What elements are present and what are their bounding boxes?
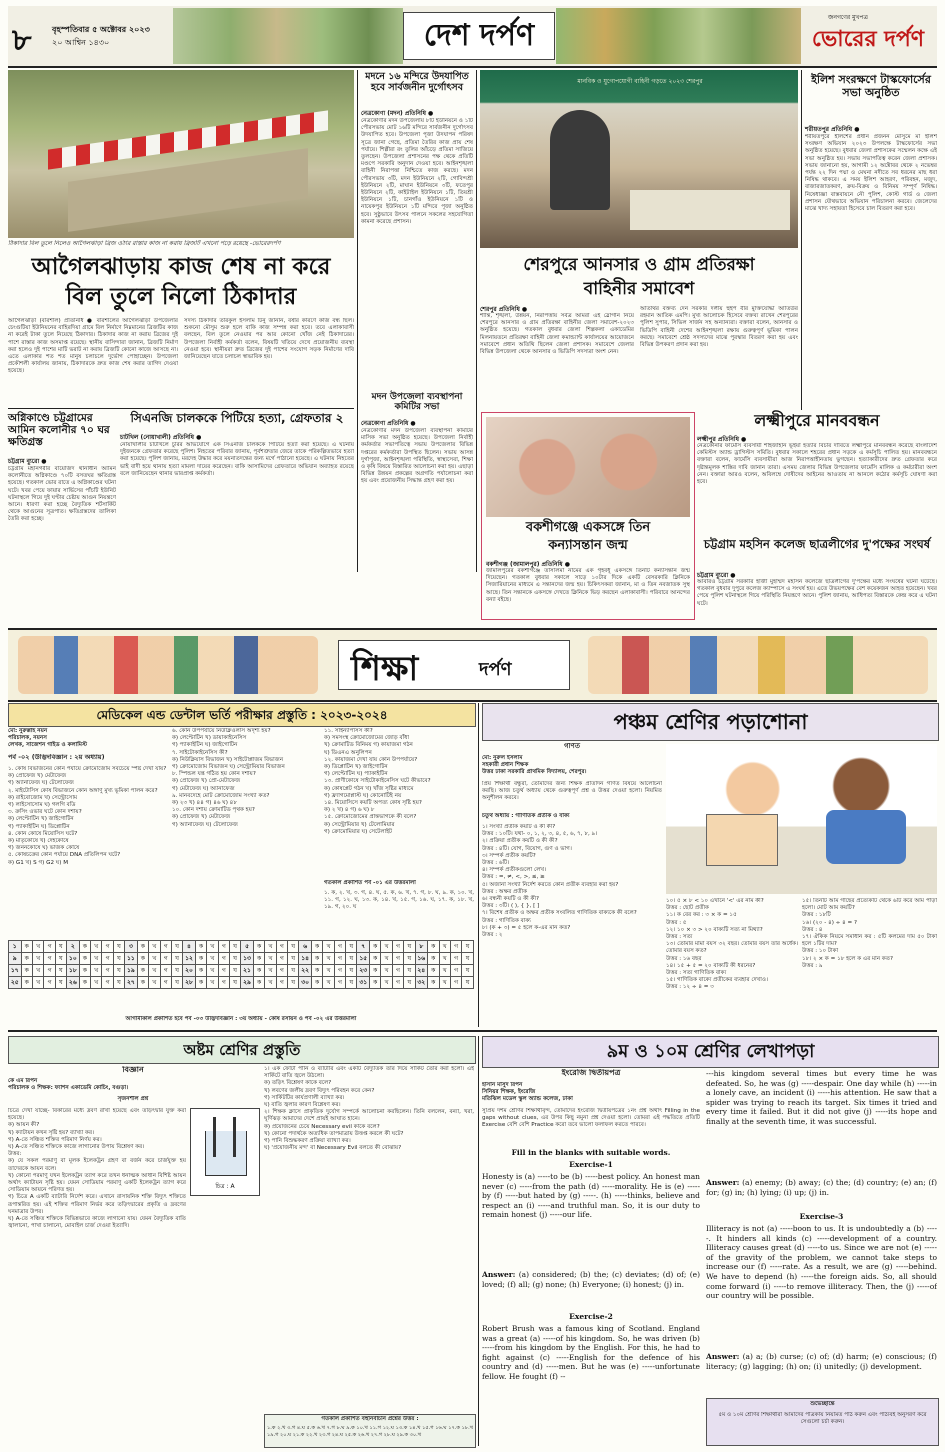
- class8-answer-bar: [264, 1414, 476, 1448]
- class5-qa-col3: ১৫। তিনটি আম গাছের প্রত্যেকটি থেকে ৬টি করে আম পাড়া হলো। মোট আম কয়টি? উত্তর : ১৮টি ১৬। (২০ - ৪) ÷ ৪ = ? উত্তর : ৪ ১৭। ঐকিক নিয়মে সমাধান কর : ৫টি কলমের দাম ৫০ টাকা হলে ১টির দাম? উত্তর : ১০ টাকা ১৮। ২ × ক = ১৮ হলে ক এর মান কত? উত্তর : ৯: [802, 898, 937, 969]
- answer-grid-option: গ: [102, 977, 113, 989]
- answer-grid-option: ঘ: [346, 953, 357, 965]
- answer-grid-option: গ: [334, 953, 345, 965]
- landscape-photo-strip-right: [556, 8, 801, 64]
- answer-grid-option: ঘ: [113, 977, 124, 989]
- ilish-body: শরীয়তপুরে ইলিশের প্রধান প্রজনন মৌসুমে মা ইলিশ সংরক্ষণ অভিযান ২০২৩ উপলক্ষে টাস্কফোর্সের সভা অনুষ্ঠিত হয়েছে। বুধবার জেলা প্রশাসকের সম্মেলন কক্ষে এই সভা অনুষ্ঠিত হয়। সভায় সভাপতিত্ব করেন জেলা প্রশাসক। সভায় জানানো হয়, আগামী ১২ অক্টোবর থেকে ২ নভেম্বর পর্যন্ত ২২ দিন পদ্মা ও মেঘনা নদীতে সব ধরনের মাছ ধরা নিষিদ্ধ থাকবে। এ সময় ইলিশ আহরণ, পরিবহন, মজুদ, বাজারজাতকরণ, ক্রয়-বিক্রয় ও বিনিময় সম্পূর্ণ নিষিদ্ধ। নিষেধাজ্ঞা বাস্তবায়নে নৌ পুলিশ, কোস্ট গার্ড ও জেলা প্রশাসন যৌথভাবে অভিযান পরিচালনা করবে। জেলেদের মাঝে খাদ্য সহায়তা হিসেবে চাল বিতরণ করা হবে।: [805, 134, 937, 213]
- class8-author: কে এম রিপন পরিচালক ও শিক্ষক: ফ্যাশন একাডেমি কোচিং, বগুড়া।: [8, 1078, 129, 1092]
- class8-body-col2: ১। এক ফোঁটা পানি ও ব্যাটারি এবং একটি বৈদ্যুতিক তার দিয়ে সার্কিট তৈরি করা হলো। এই সার্কিটে বাতি জ্বলে উঠলো। ক) তড়িৎ বিশ্লেষণ কাকে বলে? খ) লবণের জলীয় দ্রবণ বিদ্যুৎ পরিবহন করে কেন? গ) সার্কিটটির কার্যপ্রণালী ব্যাখ্যা কর। ঘ) বাতি জ্বলার কারণ বিশ্লেষণ কর। ২। শিক্ষক ক্লাসে প্রাকৃতিক দুর্যোগ সম্পর্কে আলোচনা করছিলেন। তিনি বললেন, বন্যা, খরা, ঘূর্ণিঝড় আমাদের দেশে প্রায়ই আঘাত হানে। ক) প্রয়োজনের চেয়ে Necessary evil কাকে বলে? খ) কোনো পদার্থকে অত্যধিক তাপমাত্রায় উত্তপ্ত করলে কী ঘটে? গ) পানি বিশুদ্ধকরণ প্রক্রিয়া ব্যাখ্যা কর। ঘ) 'প্রয়োজনীয় মন্দ' বা Necessary Evil বলতে কী বোঝায়?: [264, 1066, 474, 1152]
- answer-grid-number: ১: [9, 941, 22, 953]
- answer-grid-option: ক: [79, 977, 90, 989]
- answer-grid-option: ক: [311, 977, 322, 989]
- headline-twins-2: কন্যাসন্তান জন্ম: [548, 538, 628, 553]
- answer-grid-option: খ: [323, 965, 334, 977]
- date-line-2: ২০ আশ্বিন ১৪৩০: [52, 38, 110, 47]
- answer-grid-option: গ: [392, 977, 403, 989]
- medical-answers: ১. ক, ২. খ, ৩. গ, ৪. ঘ, ৫. ক, ৬. খ, ৭. গ, ৮. ঘ, ৯. ক, ১০. খ, ১১. গ, ১২. ঘ, ১৩. ক, ১৪. খ, ১৫. গ, ১৬. ঘ, ১৭. ক, ১৮. খ, ১৯. গ, ২০. ঘ: [324, 890, 474, 911]
- headline-ansar-1: শেরপুরে আনসার ও গ্রাম প্রতিরক্ষা: [523, 255, 755, 275]
- answer-grid-option: ক: [195, 965, 206, 977]
- twins-body: জামালপুরের বকশীগঞ্জে তাসলিমা নামের এক গৃহবধূ একসঙ্গে তিনটি কন্যাসন্তান জন্ম দিয়েছেন। গতকাল বুধবার সকালে সাড়ে ১০টার দিকে একটি বেসরকারি ক্লিনিকে সিজারিয়ানের মাধ্যমে এ সন্তানদের জন্ম হয়। চিকিৎসকরা জানান, মা ও তিন নবজাতক সুস্থ আছে। তিন সন্তানকে একসঙ্গে দেখতে ক্লিনিকে ভিড় করছেন এলাকাবাসী। পরিবারে আনন্দের বন্যা বইছে।: [486, 568, 690, 603]
- medical-questions-col1: ১. কোষ বিভাজনের কোন পর্যায়ে ক্রোমোজোম সবচেয়ে স্পষ্ট দেখা যায়? ক) প্রোফেজ খ) মেটাফেজ গ) অ্যানাফেজ ঘ) টেলোফেজ ২. মাইটোসিস কোষ বিভাজনে কোন অঙ্গাণু মুখ্য ভূমিকা পালন করে? ক) রাইবোজোম খ) সেন্ট্রোসোম গ) লাইসোসোম ঘ) গলগি বডি ৩. ক্রসিং ওভার ঘটে কোন দশায়? ক) লেপ্টোটিন খ) জাইগোটিন গ) প্যাকাইটিন ঘ) ডিপ্লোটিন ৪. কোন কোষে মিয়োসিস ঘটে? ক) মাতৃকোষে খ) দেহকোষে গ) জননকোষে ঘ) ভাজক কোষে ৫. কোষচক্রের কোন পর্যায়ে DNA প্রতিলিপন ঘটে? ক) G1 খ) S গ) G2 ঘ) M: [8, 766, 167, 866]
- answer-grid-option: ক: [137, 977, 148, 989]
- answer-grid-option: খ: [149, 941, 160, 953]
- answer-grid-option: গ: [276, 953, 287, 965]
- ex1-answer: [482, 1270, 700, 1310]
- answer-grid-option: ক: [428, 965, 439, 977]
- class5-author: মো: নুরুল ইসলাম সহকারী প্রধান শিক্ষক উত্তর ঢাকা সরকারি প্রাথমিক বিদ্যালয়, শেরপুর।: [482, 755, 587, 776]
- answer-grid-option: ঘ: [55, 953, 66, 965]
- answer-grid-option: ক: [253, 965, 264, 977]
- answer-grid-number: ৩: [125, 941, 138, 953]
- shiksha-banner: [8, 628, 937, 702]
- answer-grid-option: গ: [392, 965, 403, 977]
- answer-grid-number: ২৯: [241, 977, 254, 989]
- answer-grid-option: ঘ: [55, 977, 66, 989]
- answer-grid-option: গ: [218, 977, 229, 989]
- answer-grid-option: ক: [137, 953, 148, 965]
- beaker-diagram: [190, 1108, 260, 1196]
- answer-grid: [8, 940, 474, 1012]
- answer-grid-number: ৯: [9, 953, 22, 965]
- durga-byline: নেত্রকোণা (মদন) প্রতিনিধি ●: [361, 110, 434, 117]
- ilish-byline: শরীয়তপুর প্রতিনিধি ●: [805, 126, 860, 133]
- answer-grid-option: গ: [276, 965, 287, 977]
- answer-grid-row: [9, 953, 474, 965]
- answer-grid-option: খ: [265, 941, 276, 953]
- bridge-photo: [8, 70, 354, 238]
- answer-grid-option: খ: [207, 941, 218, 953]
- answer-grid-option: ঘ: [113, 965, 124, 977]
- answer-grid-option: ক: [369, 953, 380, 965]
- answer-grid-option: ক: [21, 941, 32, 953]
- ex2-answer-text: (a) enemy; (b) away; (c) the; (d) country; (e) an; (f) for; (g) in; (h) lying; (i) up; (j) in.: [706, 1178, 937, 1197]
- answer-grid-option: খ: [323, 941, 334, 953]
- medical-author: মো: নুরুল্লাহ নয়ন পরিচালক, নয়নস লেখক, সাজেশন গাইড ও কলামিস্ট: [8, 728, 88, 749]
- answer-grid-number: ২৪: [415, 965, 428, 977]
- medical-footer: আগামীকাল প্রকাশিত হবে পর্ব -০৩ উদ্ভিদবিজ্ঞান : ৩য় অধ্যায় - কোষ রসায়ন ও পর্ব -০২ এর উত্তরমালা: [125, 1016, 357, 1022]
- answer-grid-option: খ: [149, 977, 160, 989]
- answer-grid-option: ঘ: [229, 977, 240, 989]
- answer-grid-option: গ: [450, 941, 461, 953]
- answer-grid-option: ঘ: [171, 953, 182, 965]
- answer-grid-option: খ: [323, 953, 334, 965]
- answer-grid-option: খ: [207, 977, 218, 989]
- answer-grid-option: ক: [428, 953, 439, 965]
- class5-intro: প্রিয় শিক্ষার্থী বন্ধুরা, তোমাদের জন্য শিক্ষক প্রতিদিন গণিত বিষয়ে আলোচনা করছি। আজ চতুর্থ অধ্যায় থেকে গুরুত্বপূর্ণ প্রশ্ন ও উত্তর দেওয়া হলো। নিয়মিত অনুশীলন করবে।: [482, 781, 662, 802]
- answer-grid-option: ক: [79, 941, 90, 953]
- answer-grid-option: ক: [253, 953, 264, 965]
- answer-grid-option: গ: [334, 941, 345, 953]
- ex2-answer-label: Answer:: [706, 1178, 740, 1187]
- answer-grid-number: ২২: [299, 965, 312, 977]
- answer-grid-option: ঘ: [462, 977, 474, 989]
- class5-qa-col2: ১০। ৫ × ৮ < ১০ এখানে '<' এর নাম কী? উত্তর : ছোট প্রতীক ১১। ক বের কর : ৩ × ক = ১৫ উত্তর : ৫ ১২। ১০ × ৩ > ২০ বাক্যটি সত্য না মিথ্যা? উত্তর : সত্য ১৩। তোমার মামা বয়স ৩২ বছর। তোমার বয়স তার অর্ধেক। তোমার বয়স কত? উত্তর : ১৬ বছর ১৪। ১৫ + ৫ = ২০ বাক্যটি কী ধরনের? উত্তর : সত্য গাণিতিক বাক্য ১৫। গাণিতিক বাক্যে প্রতীকের ব্যবহার দেখাও। উত্তর : ১২ ÷ ৪ = ৩: [666, 898, 798, 991]
- answer-grid-option: ঘ: [404, 965, 415, 977]
- chattogram-byline: চট্টগ্রাম ব্যুরো ●: [697, 572, 736, 579]
- headline-ansar-2: বাহিনীর সমাবেশ: [583, 279, 695, 299]
- class910-author: হাসান মাসুদ রিপন সিনিয়র শিক্ষক, ইংরেজি মতিঝিল মডেল স্কুল অ্যান্ড কলেজ, ঢাকা: [482, 1082, 573, 1103]
- page-number: ৮: [12, 23, 32, 58]
- answer-grid-option: খ: [32, 977, 43, 989]
- answer-grid-row: [9, 977, 474, 989]
- answer-grid-option: ক: [137, 965, 148, 977]
- class910-footer-text: ৫ম ও ১০ম শ্রেণির শিক্ষার্থীরা আমাদের পত্রিকায় নিয়মিত পাঠ করুন এবং পাঠ্যবই অনুসরণ করে সেগুলো চর্চা করুন।: [718, 1412, 927, 1426]
- answer-grid-number: ২৭: [125, 977, 138, 989]
- answer-grid-option: ক: [21, 977, 32, 989]
- answer-grid-option: ঘ: [171, 941, 182, 953]
- answer-grid-option: খ: [91, 965, 102, 977]
- answer-grid-option: ক: [253, 941, 264, 953]
- answer-grid-option: ঘ: [462, 941, 474, 953]
- answer-grid-option: ঘ: [229, 941, 240, 953]
- class5-qa-col1: ১। সংখ্যা প্রতীক কয়টি ও কী কী? উত্তর : ১০টি। যথা- ০, ১, ২, ৩, ৪, ৫, ৬, ৭, ৮, ৯। ২। প্রক্রিয়া প্রতীক কয়টি ও কী কী? উত্তর : ৪টি। যোগ, বিয়োগ, গুণ ও ভাগ। ৩। সম্পর্ক প্রতীক কয়টি? উত্তর : ৬টি। ৪। সম্পর্ক প্রতীকগুলো লেখ। উত্তর : =, ≠, <, >, ≤, ≥ ৫। অজানা সংখ্যা নির্দেশ করতে কোন প্রতীক ব্যবহার করা হয়? উত্তর : অক্ষর প্রতীক ৬। বন্ধনী কয়টি ও কী কী? উত্তর : ৩টি। ( ), { }, [ ] ৭। বিশেষ প্রতীক ও অক্ষর প্রতীক সংবলিত গাণিতিক বাক্যকে কী বলে? উত্তর : গাণিতিক বাক্য ৮। (ক + ৩) = ৫ হলে ক-এর মান কত? উত্তর : ২: [482, 824, 637, 939]
- answer-grid-option: খ: [381, 953, 392, 965]
- answer-grid-option: খ: [323, 977, 334, 989]
- headline-durga: মদনে ১৬ মন্দিরে উদযাপিত হবে সার্বজনীন দুর্গোৎসব: [365, 71, 469, 93]
- answer-grid-option: ক: [428, 977, 439, 989]
- answer-grid-option: ক: [428, 941, 439, 953]
- answer-grid-option: খ: [265, 953, 276, 965]
- answer-grid-option: খ: [439, 965, 450, 977]
- answer-grid-option: গ: [44, 941, 55, 953]
- answer-grid-number: ১৮: [67, 965, 80, 977]
- figure-label: চিত্র : A: [215, 1183, 235, 1190]
- answer-grid-option: ঘ: [404, 977, 415, 989]
- answer-grid-option: গ: [218, 965, 229, 977]
- answer-grid-option: ক: [137, 941, 148, 953]
- divider: [476, 70, 477, 572]
- ex3-answer-text: (a) a; (b) curse; (c) of; (d) harm; (e) conscious; (f) literacy; (g) lagging; (h) on; (i) unitedly; (j) development.: [706, 1352, 937, 1371]
- answer-grid-option: গ: [392, 953, 403, 965]
- answer-grid-option: ঘ: [346, 977, 357, 989]
- ansar-body-col2: অতিথির বক্তব্য দেন সরকার দলীয় হুইপ বীর মুক্তিযোদ্ধা আতিউর রহমান আতিক এমপি। মুখ্য আলোচক হিসেবে বক্তব্য রাখেন শেরপুরের পুলিশ সুপার, সিভিল সার্জন সহ অন্যান্যরা। বক্তারা বলেন, আনসার ও ভিডিপি বাহিনী দেশের আইনশৃঙ্খলা রক্ষায় গুরুত্বপূর্ণ ভূমিকা পালন করছে। সমাবেশে শ্রেষ্ঠ সদস্যদের মাঝে পুরস্কার বিতরণ করা হয় এবং বিভিন্ন উপকরণ প্রদান করা হয়।: [640, 306, 798, 349]
- answer-grid-row: [9, 965, 474, 977]
- answer-grid-option: গ: [160, 965, 171, 977]
- students-illustration-left: [18, 636, 318, 694]
- answer-grid-option: গ: [392, 941, 403, 953]
- answer-grid-option: গ: [450, 977, 461, 989]
- answer-grid-row: [9, 941, 474, 953]
- answer-grid-option: গ: [218, 941, 229, 953]
- class910-footer-title: শুভেচ্ছান্তে: [810, 1401, 835, 1407]
- class8-header: অষ্টম শ্রেণির প্রস্তুতি: [8, 1036, 476, 1064]
- students-illustration-right: [588, 636, 928, 694]
- class8-answer-line: ১.ক ২.খ ৩.গ ৪.ঘ ৫.ক ৬.খ ৭.গ ৮.ঘ ৯.ক ১০.খ ১১.গ ১২.ঘ ১৩.ক ১৪.খ ১৫.গ ১৬.ঘ ১৭.ক ১৮.খ ১৯.গ ২০.ঘ ২১.ক ২২.খ ২৩.গ ২৪.ঘ ২৫.ক ২৬.খ ২৭.গ ২৮.ঘ ২৯.ক ৩০.খ: [267, 1425, 473, 1438]
- class8-body: চিত্রে দেখা যাচ্ছে- বিকারের মধ্যে দ্রবণ রাখা হয়েছে এবং তড়িৎদ্বার যুক্ত করা হয়েছে। ক) আয়ন কী? খ) ক্যাটায়ন কখন সৃষ্টি হয়? ব্যাখ্যা কর। গ) A-তে সঞ্চিত শক্তির পরিমাণ নির্ণয় কর। ঘ) A-তে সঞ্চিত শক্তিকে কাজে লাগানোর উপায় বিশ্লেষণ কর। উত্তর: ক) যে সকল পরমাণু বা মূলক ইলেকট্রন গ্রহণ বা বর্জন করে চার্জযুক্ত হয় তাদেরকে আয়ন বলে। খ) কোনো পরমাণু যখন ইলেকট্রন ত্যাগ করে তখন ধনাত্মক আধান বিশিষ্ট আয়ন অর্থাৎ ক্যাটায়ন সৃষ্টি হয়। যেমন সোডিয়াম পরমাণু একটি ইলেকট্রন ত্যাগ করে সোডিয়াম আয়নে পরিণত হয়। গ) চিত্রে A একটি ব্যাটারি নির্দেশ করে। এখানে রাসায়নিক শক্তি বিদ্যুৎ শক্তিতে রূপান্তরিত হয়। এই শক্তির পরিমাণ নির্ভর করে তড়িৎদ্বারের প্রকৃতি ও দ্রবণের ঘনমাত্রার উপর। ঘ) A-তে সঞ্চিত শক্তিকে বিভিন্নভাবে কাজে লাগানো যায়। যেমন বৈদ্যুতিক বাতি জ্বালানো, পাখা চালানো, মোবাইল চার্জ দেওয়া ইত্যাদি।: [8, 1108, 186, 1230]
- answer-grid-option: ক: [369, 965, 380, 977]
- divider: [478, 1036, 479, 1446]
- twins-box: [481, 412, 695, 620]
- ex3-text: Illiteracy is not (a) -----boon to us. It is undoubtedly a (b) -----. It hinders all kinds (c) -----development of a country. Illiteracy causes great (d) -----to us. Since we are not (e) -----of the gravity of the problem, we cannot take steps to increase our (f) -----rate. As a result, we are (g) -----behind. We have to depend (h) -----the foreign aids. So, all should come forward (i) -----to remove illiteracy. Then, the (j) -----of our country will be possible.: [706, 1224, 937, 1301]
- ex3-answer: [706, 1352, 937, 1394]
- class8-subject: বিজ্ঞান: [122, 1066, 144, 1074]
- twins-photo: [486, 417, 690, 517]
- divider: [8, 1030, 937, 1032]
- answer-grid-option: খ: [439, 953, 450, 965]
- answer-grid-number: ৪: [183, 941, 196, 953]
- headline-cng: সিএনজি চালককে পিটিয়ে হত্যা, গ্রেফতার ২: [130, 411, 344, 425]
- answer-grid-number: ১৪: [299, 953, 312, 965]
- shiksha-title-small: দর্পণ: [479, 659, 512, 680]
- date-line-1: বৃহস্পতিবার ৫ অক্টোবর ২০২৩: [52, 25, 150, 34]
- headline-agailjhara-2: বিল তুলে নিলো ঠিকাদার: [65, 284, 297, 310]
- answer-grid-number: ১১: [125, 953, 138, 965]
- ansar-banner: মানবিক ও যুগোপযোগী বাহিনী গড়তে ২০২৩ শেরপুর: [577, 78, 703, 85]
- medical-header: মেডিকেল এন্ড ডেন্টাল ভর্তি পরীক্ষার প্রস্তুতি : ২০২৩-২০২৪: [8, 703, 476, 727]
- answer-grid-option: ঘ: [229, 965, 240, 977]
- answer-grid-number: ২০: [183, 965, 196, 977]
- answer-grid-option: ঘ: [288, 953, 299, 965]
- answer-grid-option: খ: [207, 965, 218, 977]
- ex2-text: Robert Brush was a famous king of Scotland. England was a great (a) -----of his kingdom. So, he was driven (b) -----from his kingdom by the English. For this, he had to fight against (c) -----English for the defence of his country and (d) -----men. But he was (e) -----unfortunate fellow. He fought (f) --: [482, 1324, 700, 1381]
- answer-grid-option: খ: [91, 941, 102, 953]
- answer-grid-option: ঘ: [113, 941, 124, 953]
- answer-grid-number: ৮: [415, 941, 428, 953]
- lakshmipur-byline: লক্ষ্মীপুর প্রতিনিধি ●: [697, 436, 747, 443]
- class5-header: পঞ্চম শ্রেণির পড়াশোনা: [482, 703, 939, 741]
- ex3-title: Exercise-3: [799, 1212, 844, 1221]
- answer-grid-option: ক: [21, 965, 32, 977]
- class910-header: ৯ম ও ১০ম শ্রেণির লেখাপড়া: [482, 1036, 939, 1068]
- ex1-answer-label: Answer:: [482, 1270, 516, 1279]
- ansar-body-col1: শান্তি, শৃঙ্খলা, উন্নয়ন, নিরাপত্তায় সর্বত্র আমরা এই স্লোগান নিয়ে শেরপুরে আনসার ও গ্রাম প্রতিরক্ষা বাহিনীর জেলা সমাবেশ-২০২৩ অনুষ্ঠিত হয়েছে। গতকাল বুধবার জেলা শিল্পকলা একাডেমির মিলনায়তনে প্রতিরক্ষা বাহিনী জেলা কমান্ড্যান্ট কার্যালয়ের আয়োজনে সমাবেশে প্রধান অতিথি ছিলেন জেলা প্রশাসক। সমাবেশে জেলার বিভিন্ন উপজেলা থেকে আনসার ও ভিডিপি সদস্যরা অংশ নেন।: [480, 313, 634, 356]
- answer-grid-option: গ: [160, 977, 171, 989]
- answer-grid-option: ঘ: [229, 953, 240, 965]
- answer-grid-option: গ: [334, 965, 345, 977]
- class910-intro: সুপ্রিয় দশম শ্রেণির শিক্ষার্থীবৃন্দ, তোমাদের ইংরেজি দ্বিতীয়পত্রের ১নং প্রশ্ন অর্থাৎ Filling in the gaps without clues, এর উপর কিছু নমুনা প্রশ্ন দেওয়া হলো। তোমরা এই পদ্ধতিতে প্রতিটি Exercise বেশি বেশি Practice করো তবে ভালো ফলাফল করতে পারবে।: [482, 1108, 700, 1129]
- answer-grid-option: ক: [253, 977, 264, 989]
- answer-grid-option: ঘ: [55, 965, 66, 977]
- answer-grid-option: ঘ: [171, 965, 182, 977]
- durga-body: নেত্রকোণার মদন উপজেলায় ৮টি ইউনিয়নে ও ১টি পৌরসভায় মোট ১৬টি মন্দিরে সার্বজনীন দুর্গোৎসব উদযাপিত হবে। উপজেলা পূজা উদযাপন পরিষদ সূত্রে জানা গেছে, প্রতিমা তৈরির কাজ প্রায় শেষ পর্যায়ে। শিল্পীরা রং তুলির আঁচড়ে প্রতিমা সাজিয়ে তুলছেন। উপজেলা প্রশাসনের পক্ষ থেকে প্রতিটি মণ্ডপে সরকারি অনুদান দেওয়া হবে। আইনশৃঙ্খলা বাহিনী নিরাপত্তা নিশ্চিতে কাজ করছে। মদন পৌরসভায় ৩টি, মদন ইউনিয়নে ২টি, গোবিন্দশ্রী ইউনিয়নে ২টি, মাঘান ইউনিয়নে ৩টি, ফতেপুর ইউনিয়নে ২টি, কাইটাইল ইউনিয়নে ১টি, তিয়শ্রী ইউনিয়নে ১টি, চানগাঁও ইউনিয়নে ১টি ও নায়েকপুর ইউনিয়নে ১টি মন্দিরে পূজা অনুষ্ঠিত হবে। সুষ্ঠুভাবে উৎসব পালনে সকলের সহযোগিতা কামনা করেছে প্রশাসন।: [361, 118, 473, 225]
- answer-grid-number: ৩০: [299, 977, 312, 989]
- answer-grid-option: খ: [91, 977, 102, 989]
- answer-grid-number: ২৫: [9, 977, 22, 989]
- medical-answer-title: গতকাল প্রকাশিত পর্ব -০১ এর উত্তরমালা: [324, 880, 416, 886]
- answer-grid-option: ক: [369, 941, 380, 953]
- answer-grid-number: ১৬: [415, 953, 428, 965]
- lakshmipur-body: নেত্রকোনার ফার্মেসি ব্যবসায়ী শাহজাহান ভূঁইয়া হত্যার বিচার দাবিতে লক্ষ্মীপুরে মানববন্ধন করেছে বাংলাদেশ কেমিস্টস অ্যান্ড ড্রাগিস্টস সমিতি। বুধবার সকালে শহরের প্রধান সড়কে এ কর্মসূচি পালিত হয়। মানববন্ধনে বক্তারা বলেন, ফার্মেসি ব্যবসায়ীরা আজ নিরাপত্তাহীনতায় ভুগছেন। হত্যাকারীদের দ্রুত গ্রেফতার করে দৃষ্টান্তমূলক শাস্তির দাবি জানান তারা। এসময় জেলার বিভিন্ন উপজেলার ফার্মেসি মালিক ও কর্মচারীরা অংশ নেন। বক্তারা আরও বলেন, অবিলম্বে দোষীদের আইনের আওতায় না আনলে কঠোর কর্মসূচি ঘোষণা করা হবে।: [697, 443, 937, 486]
- answer-grid-option: ক: [21, 953, 32, 965]
- answer-grid-option: ক: [79, 953, 90, 965]
- answer-grid-option: খ: [439, 977, 450, 989]
- answer-grid-option: গ: [102, 941, 113, 953]
- headline-twins-1: বকশীগঞ্জে একসঙ্গে তিন: [525, 520, 651, 535]
- answer-grid-option: খ: [381, 977, 392, 989]
- answer-grid-option: খ: [149, 965, 160, 977]
- answer-grid-number: ৩২: [415, 977, 428, 989]
- photo-caption: ঠিকাদার বিল তুলে নিলেও আগৈলঝাড়া ব্রিজ ওঠার রাস্তার কাজ না করায় ব্রিজটি এখনো পড়ে রয়েছে -ভোরেরদর্পণ: [8, 240, 281, 247]
- answer-grid-number: ২৮: [183, 977, 196, 989]
- answer-grid-option: গ: [450, 953, 461, 965]
- answer-grid-option: গ: [102, 953, 113, 965]
- class8-answer-title: গতকাল প্রকাশিত বহুনির্বাচনি প্রশ্নের উত্তর :: [321, 1416, 419, 1422]
- headline-lakshmipur: লক্ষ্মীপুরে মানববন্ধন: [754, 411, 880, 430]
- reading-kids-illustration: [666, 744, 937, 894]
- answer-grid-option: খ: [32, 965, 43, 977]
- class910-instruction: Fill in the blanks with suitable words.: [511, 1148, 671, 1157]
- answer-grid-option: খ: [207, 953, 218, 965]
- answer-grid-option: ঘ: [404, 941, 415, 953]
- answer-grid-option: গ: [44, 953, 55, 965]
- ex1-title: Exercise-1: [569, 1160, 613, 1169]
- fire-body: চট্টগ্রাম মহানগরীর বায়েজিদ থানাধীন আমিন কলোনীতে অগ্নিকাণ্ডে ৭০টি বসতঘর ক্ষতিগ্রস্ত হয়েছে। গতকাল ভোর রাতে এ অগ্নিকাণ্ডের ঘটনা ঘটে। খবর পেয়ে ফায়ার সার্ভিসের পাঁচটি ইউনিট ঘটনাস্থলে গিয়ে দুই ঘণ্টার চেষ্টায় আগুন নিয়ন্ত্রণে আনে। ধারণা করা হচ্ছে বৈদ্যুতিক শর্টসার্কিট থেকে আগুনের সূত্রপাত। ক্ষতিগ্রস্তদের তালিকা তৈরি করা হচ্ছে।: [8, 466, 116, 523]
- class8-qtype: সৃজনশীল প্রশ্ন: [117, 1096, 149, 1102]
- headline-fire: অগ্নিকাণ্ডে চট্টগ্রামের আমিন কলোনীর ৭০ ঘর ক্ষতিগ্রস্ত: [8, 412, 110, 449]
- answer-grid-number: ২৬: [67, 977, 80, 989]
- ex2-continued: ---his kingdom several times but every time he was defeated. So, he was (g) -----despair. One day while (h) -----in a lonely cave, an incident (i) -----his attention. He saw that a spider was trying to reach its target. Six times it tried and every time it failed. But it did not give (j) -----its hope and finally at the seventh time, it was successful.: [706, 1069, 937, 1126]
- answer-grid-option: গ: [334, 977, 345, 989]
- divider: [357, 70, 358, 572]
- brand-logo: ভোরের দর্পণ: [811, 27, 925, 52]
- headline-agailjhara-1: আগৈলঝাড়ায় কাজ শেষ না করে: [31, 254, 331, 280]
- answer-grid-option: গ: [44, 977, 55, 989]
- answer-grid-number: ১২: [183, 953, 196, 965]
- answer-grid-option: ক: [369, 977, 380, 989]
- ex2-title: Exercise-2: [569, 1312, 613, 1321]
- cng-body-col1: নোয়াখালীর চাটখিলে চুরির অভিযোগে এক সিএনজি চালককে পিটিয়ে হত্যা করা হয়েছে। এ ঘটনায় দুইজনকে গ্রেফতার করেছে পুলিশ। নিহতের পরিবার জানায়, পূর্বশত্রুতার জেরে তাকে পরিকল্পিতভাবে হত্যা করা হয়েছে। পুলিশ জানায়, মরদেহ উদ্ধার করে ময়নাতদন্তের জন্য মর্গে পাঠানো হয়েছে। এ ঘটনায় নিহতের ভাই বাদী হয়ে থানায় হত্যা মামলা দায়ের করেছেন। বাকি আসামিদের গ্রেফতারে অভিযান অব্যাহত রয়েছে বলে জানিয়েছেন থানার ভারপ্রাপ্ত কর্মকর্তা।: [120, 442, 354, 477]
- section-title: দেশ দর্পণ: [403, 12, 555, 60]
- answer-grid-number: ২১: [241, 965, 254, 977]
- ex1-answer-text: (a) considered; (b) the; (c) deviates; (d) of; (e) loved; (f) all; (g) none; (h) Everyone; (i) honest; (j) in.: [482, 1270, 700, 1289]
- answer-grid-number: ১৯: [125, 965, 138, 977]
- answer-grid-number: ১৭: [9, 965, 22, 977]
- headline-ilish: ইলিশ সংরক্ষণে টাস্কফোর্সের সভা অনুষ্ঠিত: [811, 73, 931, 99]
- answer-grid-option: ঘ: [288, 965, 299, 977]
- answer-grid-number: ২৩: [357, 965, 370, 977]
- madan-byline: নেত্রকোণা প্রতিনিধি ●: [361, 420, 416, 427]
- answer-grid-option: গ: [450, 965, 461, 977]
- answer-grid-option: ঘ: [113, 953, 124, 965]
- answer-grid-option: ঘ: [288, 977, 299, 989]
- divider: [801, 70, 802, 410]
- twins-byline: বকশীগঞ্জ (জামালপুর) প্রতিনিধি ●: [486, 561, 570, 568]
- answer-grid-option: গ: [44, 965, 55, 977]
- answer-grid-option: ঘ: [462, 965, 474, 977]
- headline-chattogram: চট্টগ্রাম মহসিন কলেজ ছাত্রলীগের দু'পক্ষের সংঘর্ষ: [703, 537, 931, 551]
- answer-grid-option: খ: [32, 953, 43, 965]
- answer-grid-option: ঘ: [462, 953, 474, 965]
- masthead: [8, 6, 937, 68]
- brand-tagline: জনগণের মুখপত্র: [828, 14, 868, 21]
- class5-subject: গণিত: [563, 743, 581, 750]
- ex2-answer: [706, 1178, 937, 1208]
- answer-grid-option: গ: [160, 941, 171, 953]
- answer-grid-option: ঘ: [404, 953, 415, 965]
- medical-part: পর্ব -০২ (উদ্ভিদবিজ্ঞান : ২য় অধ্যায়): [8, 754, 105, 761]
- answer-grid-option: খ: [381, 941, 392, 953]
- answer-grid-option: ঘ: [171, 977, 182, 989]
- answer-grid-option: ক: [195, 977, 206, 989]
- answer-grid-option: ক: [195, 953, 206, 965]
- answer-grid-option: ক: [311, 941, 322, 953]
- answer-grid-option: গ: [276, 941, 287, 953]
- class910-footer-box: [706, 1398, 939, 1446]
- answer-grid-number: ১৩: [241, 953, 254, 965]
- answer-grid-option: ক: [195, 941, 206, 953]
- answer-grid-option: ঘ: [288, 941, 299, 953]
- ex1-text: Honesty is (a) -----to be (b) -----best policy. An honest man never (c) -----from the path (d) -----morality. He is (e) -----by (f) -----but hated by (g) -----. (h) -----thinks, believe and respect an (i) -----and truthful man. So, it is our duty to remain honest (j) -----our life.: [482, 1172, 700, 1220]
- answer-grid-option: ঘ: [55, 941, 66, 953]
- answer-grid-option: খ: [381, 965, 392, 977]
- answer-grid-option: খ: [149, 953, 160, 965]
- answer-grid-number: ১৫: [357, 953, 370, 965]
- headline-madan-committee: মদন উপজেলা ব্যবস্থাপনা কমিটির সভা: [371, 392, 463, 413]
- answer-grid-option: খ: [91, 953, 102, 965]
- answer-grid-option: গ: [102, 965, 113, 977]
- shiksha-title-big: শিক্ষা: [351, 649, 419, 689]
- medical-questions-col2: ৬. কোন উপপর্যায়ে নিউক্লিওলাস অদৃশ্য হয়? ক) লেপ্টোটিন খ) ডায়াকাইনেসিস গ) প্যাকাইটিন ঘ) জাইগোটিন ৭. সাইটোকাইনেসিস কী? ক) নিউক্লিয়াস বিভাজন খ) সাইটোপ্লাজম বিভাজন গ) ক্রোমোজোম বিভাজন ঘ) সেন্ট্রোমিয়ার বিভাজন ৮. স্পিন্ডল যন্ত্র গঠিত হয় কোন দশায়? ক) প্রোফেজ খ) প্রো-মেটাফেজ গ) মেটাফেজ ঘ) অ্যানাফেজ ৯. মানবদেহে মোট ক্রোমোজোম সংখ্যা কত? ক) ২৩ খ) ৪৪ গ) ৪৬ ঘ) ৪৮ ১০. কোন দশায় ক্রোমাটিড পৃথক হয়? ক) প্রোফেজ খ) মেটাফেজ গ) অ্যানাফেজ ঘ) টেলোফেজ: [172, 728, 285, 828]
- answer-grid-option: ঘ: [346, 965, 357, 977]
- medical-questions-col3: ১১. সাইন্যাপসিস কী? ক) সমসংস্থ ক্রোমোজোমের জোড় বাঁধা খ) ক্রোমাটিড বিনিময় গ) কায়াজমা গঠন ঘ) ডিএনএ অনুলিপন ১২. কায়াজমা দেখা যায় কোন উপপর্যায়ে? ক) ডিপ্লোটিন খ) জাইগোটিন গ) লেপ্টোটিন ঘ) প্যাকাইটিন ১৩. প্রাণীকোষে সাইটোকাইনেসিস ঘটে কীভাবে? ক) কোষপ্লেট গঠন খ) খাঁজ সৃষ্টির মাধ্যমে গ) ফ্র্যাগমোপ্লাস্ট ঘ) কোনোটিই নয় ১৪. মিয়োসিসে কয়টি অপত্য কোষ সৃষ্টি হয়? ক) ২ খ) ৪ গ) ৬ ঘ) ৮ ১৫. ক্রোমোজোমের প্রান্তভাগকে কী বলে? ক) সেন্ট্রোমিয়ার খ) টেলোমিয়ার গ) ক্রোমোমিয়ার ঘ) সেটেলাইট: [324, 728, 431, 835]
- divider: [478, 703, 479, 1027]
- answer-grid-option: খ: [32, 941, 43, 953]
- divider: [8, 408, 354, 409]
- answer-grid-option: খ: [265, 977, 276, 989]
- cng-byline: চাটখিল (নোয়াখালী) প্রতিনিধি ●: [120, 434, 202, 441]
- answer-grid-number: ৭: [357, 941, 370, 953]
- ansar-byline: শেরপুর প্রতিনিধি ●: [480, 306, 528, 313]
- answer-grid-option: গ: [218, 953, 229, 965]
- madan-body: নেত্রকোণার মদন উপজেলা ব্যবস্থাপনা কমিটির মাসিক সভা অনুষ্ঠিত হয়েছে। উপজেলা নির্বাহী কর্মকর্তার সভাপতিত্বে সভায় উপজেলার বিভিন্ন দপ্তরের কর্মকর্তারা উপস্থিত ছিলেন। সভায় আসন্ন দুর্গাপূজা, আইনশৃঙ্খলা পরিস্থিতি, স্বাস্থ্যসেবা, শিক্ষা ও কৃষি বিষয়ে বিস্তারিত আলোচনা করা হয়। এছাড়া বিভিন্ন উন্নয়ন প্রকল্পের অগ্রগতি পর্যালোচনা করা হয় এবং প্রয়োজনীয় সিদ্ধান্ত গ্রহণ করা হয়।: [361, 428, 473, 485]
- answer-grid-option: ক: [79, 965, 90, 977]
- answer-grid-number: ৬: [299, 941, 312, 953]
- fire-byline: চট্টগ্রাম ব্যুরো ●: [8, 458, 47, 465]
- ex3-answer-label: Answer:: [706, 1352, 740, 1361]
- shiksha-title-box: [338, 640, 570, 690]
- answer-grid-option: গ: [276, 977, 287, 989]
- answer-grid-table: [8, 940, 474, 989]
- answer-grid-number: ১০: [67, 953, 80, 965]
- class910-subject: ইংরেজি দ্বিতীয়পত্র: [561, 1069, 621, 1077]
- agailjhara-body-col1: আগৈলঝাড়া (বরিশাল) প্রতিনিধি ● বরিশালের আগৈলঝাড়া উপজেলার চেংগুটিয়া ইউনিয়নের বাহিরদিয়া গ্রামে বিল নির্মাণে নিম্নমানের ব্রিজটির কাজ না করেই টাকা তুলে নিয়েছে ঠিকাদার। ঠিকাদার কাজ না করায় ব্রিজের দুই পাশে রাস্তার কাজ অসমাপ্ত রয়েছে। স্থানীয় বাসিন্দারা জানান, ব্রিজটি নির্মাণ করা হলেও দুই পাশের মাটি ভরাট না করায় ব্রিজটি কোনো কাজে আসছে না। এতে এলাকার শত শত মানুষ চলাচলে দুর্ভোগ পোহাচ্ছেন। উপজেলা প্রকৌশলী কার্যালয় জানায়, ঠিকাদারকে দ্রুত কাজ শেষ করার তাগিদ দেওয়া হয়েছে।: [8, 318, 178, 375]
- landscape-photo-strip-left: [173, 8, 403, 64]
- chattogram-body: আবারও চট্টগ্রাম সরকারি হাজী মুহাম্মদ মহসিন কলেজে ছাত্রলীগের দু'পক্ষের মধ্যে সংঘর্ষের ঘটনা ঘটেছে। গতকাল বুধবার দুপুরে কলেজ ক্যাম্পাসে এ সংঘর্ষ হয়। এতে উভয়পক্ষের বেশ কয়েকজন আহত হয়েছেন। খবর পেয়ে পুলিশ ঘটনাস্থলে গিয়ে পরিস্থিতি নিয়ন্ত্রণে আনে। পুলিশ জানায়, আধিপত্য বিস্তারকে কেন্দ্র করে এ ঘটনা ঘটে।: [697, 579, 937, 607]
- answer-grid-option: ঘ: [346, 941, 357, 953]
- answer-grid-number: ২: [67, 941, 80, 953]
- answer-grid-option: খ: [439, 941, 450, 953]
- answer-grid-option: ক: [311, 965, 322, 977]
- agailjhara-body-col2: সদস্য ঠিকাদার তরিকুল ইসলাম টিনু জানান, বর্ষার কারণে কাজ বন্ধ ছিল। শুকনো মৌসুম শুরু হলে বাকি কাজ সম্পন্ন করা হবে। তবে এলাকাবাসী বলছেন, বিল তুলে নেওয়ার পর আর কোনো খোঁজ নেই ঠিকাদারের। উপজেলা নির্বাহী কর্মকর্তা বলেন, বিষয়টি খতিয়ে দেখে প্রয়োজনীয় ব্যবস্থা নেওয়া হবে। স্থানীয়রা দ্রুত ব্রিজের দুই পাশের সংযোগ সড়ক নির্মাণের দাবি জানিয়েছেন যাতে চলাচল স্বাভাবিক হয়।: [184, 318, 354, 361]
- answer-grid-option: ক: [311, 953, 322, 965]
- answer-grid-option: খ: [265, 965, 276, 977]
- answer-grid-number: ৫: [241, 941, 254, 953]
- ansar-photo: [480, 70, 798, 248]
- answer-grid-number: ৩১: [357, 977, 370, 989]
- answer-grid-option: গ: [160, 953, 171, 965]
- class5-chapter: চতুর্থ অধ্যায় : গাণিতিক প্রতীক ও বাক্য: [482, 813, 570, 819]
